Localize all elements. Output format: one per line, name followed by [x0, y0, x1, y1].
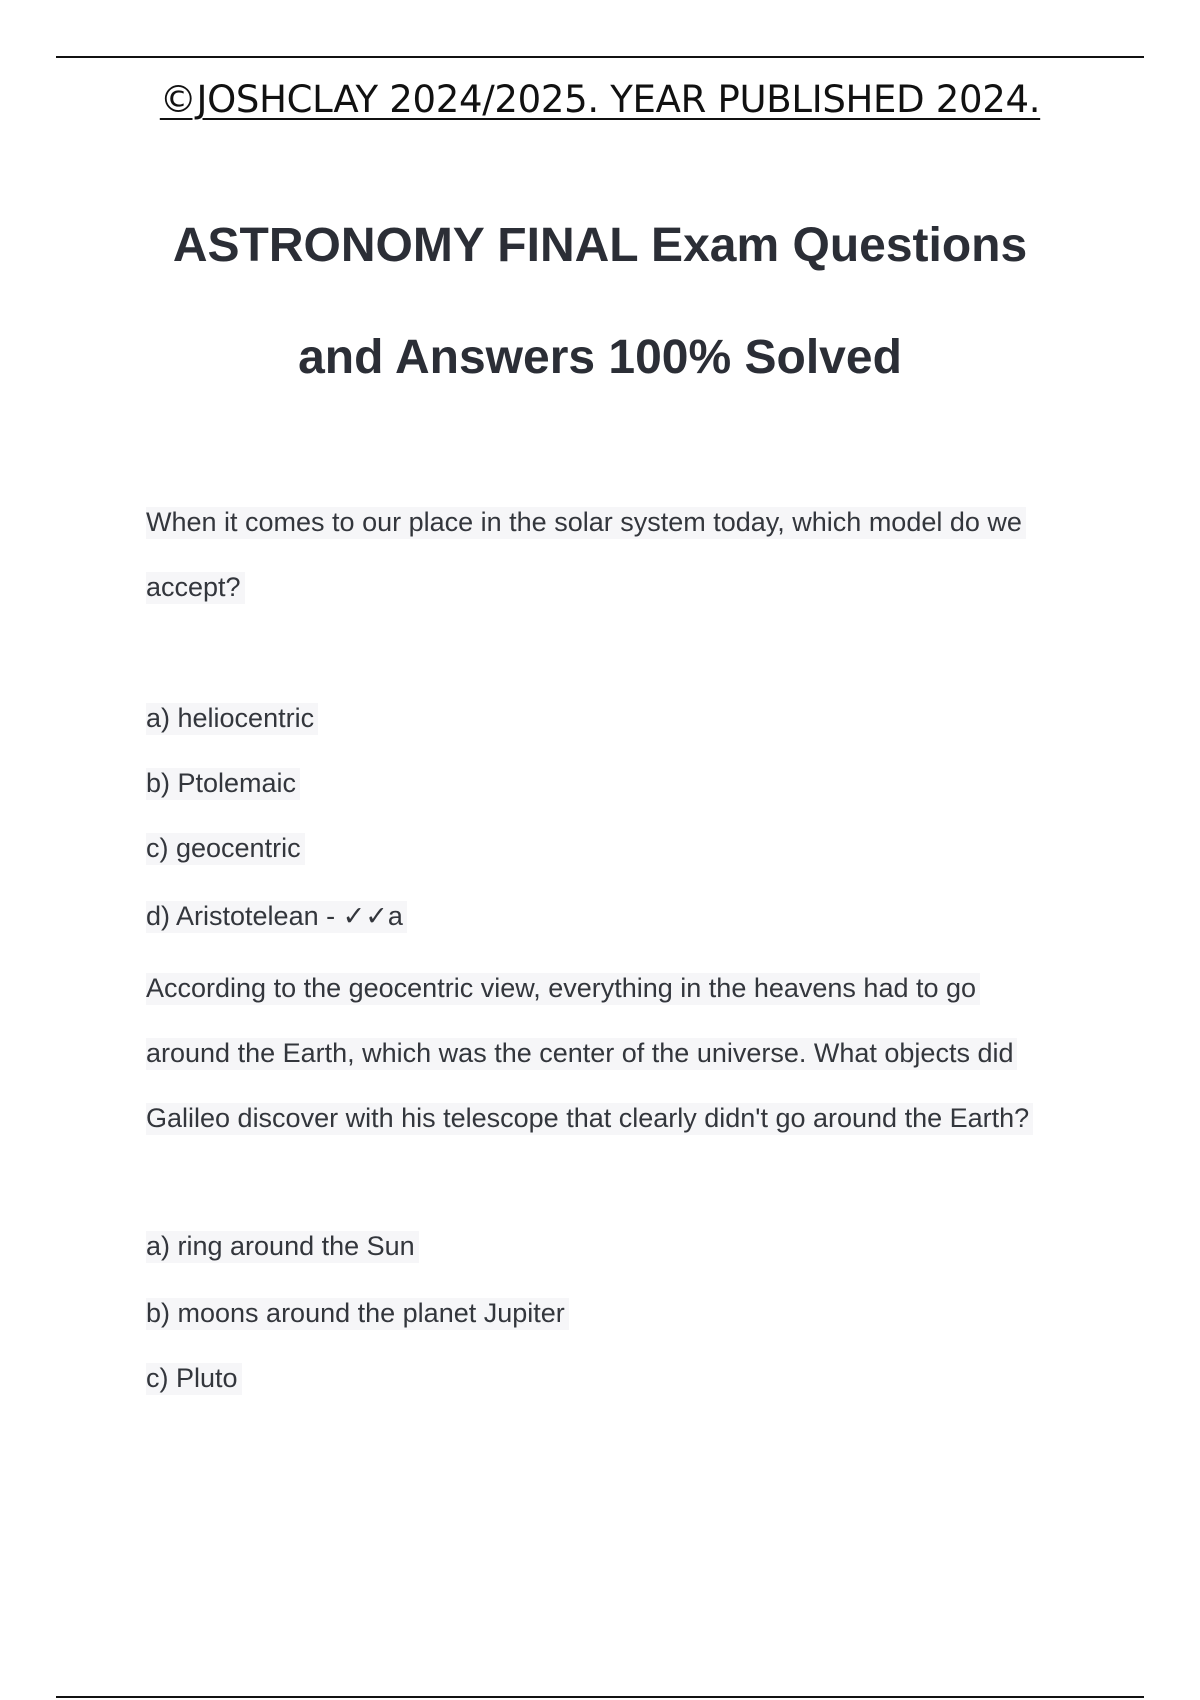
question-2-option-c: c) Pluto	[146, 1361, 242, 1395]
copyright-text: ©JOSHCLAY 2024/2025. YEAR PUBLISHED 2024.	[159, 78, 1041, 121]
document-title-line-2: and Answers 100% Solved	[298, 331, 902, 384]
top-divider	[56, 56, 1144, 58]
question-2-text-line-1: According to the geocentric view, everything in the heavens had to go	[146, 971, 980, 1005]
bottom-divider	[56, 1696, 1144, 1698]
question-1-option-b: b) Ptolemaic	[146, 766, 300, 800]
question-2-text-line-2: around the Earth, which was the center of the universe. What objects did	[146, 1036, 1017, 1070]
question-1-option-d-with-answer: d) Aristotelean - ✓✓a	[146, 899, 407, 933]
question-2-option-b: b) moons around the planet Jupiter	[146, 1296, 569, 1330]
question-2-text-line-3: Galileo discover with his telescope that clearly didn't go around the Earth?	[146, 1101, 1033, 1135]
copyright-header	[0, 78, 1200, 121]
document-title-line-1: ASTRONOMY FINAL Exam Questions	[172, 219, 1028, 272]
question-1-option-c: c) geocentric	[146, 831, 305, 865]
question-1-text-line-1: When it comes to our place in the solar system today, which model do we	[146, 505, 1026, 539]
question-1-text-line-2: accept?	[146, 570, 245, 604]
question-2-option-a: a) ring around the Sun	[146, 1229, 419, 1263]
question-1-option-a: a) heliocentric	[146, 701, 318, 735]
